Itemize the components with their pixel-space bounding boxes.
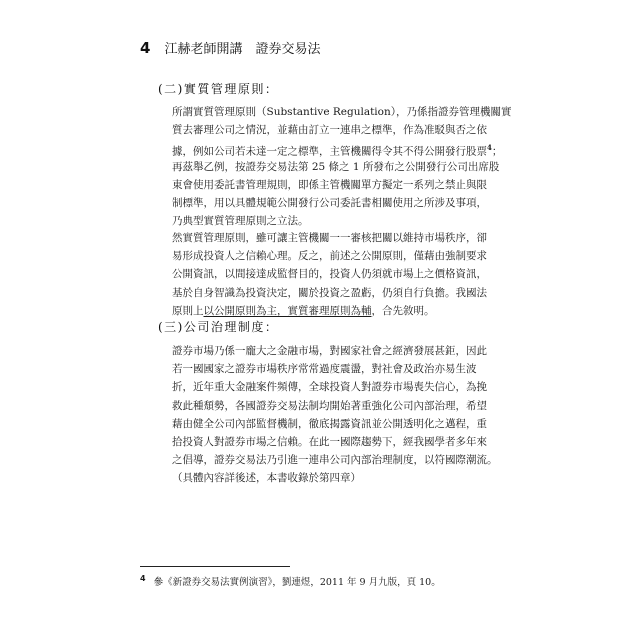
text-line: 藉由健全公司內部監督機制，徹底揭露資訊並公開透明化之邁程，重 — [172, 417, 487, 430]
text-line: 拾投資人對證券市場之信賴。在此一國際趨勢下，經我國學者多年來 — [172, 435, 487, 448]
paragraph-substantive-1 — [172, 103, 512, 230]
text-line: 證券市場乃係一龐大之金融市場，對國家社會之經濟發展甚鉅，因此 — [172, 345, 487, 357]
text-line: 東會使用委託書管理規則，即係主管機關單方擬定一系列之禁止與限 — [172, 178, 487, 191]
text-line: 質去審理公司之情況，並藉由訂立一連串之標準，作為准駁與否之依 — [172, 124, 487, 137]
running-title: 江赫老師開講 證券交易法 — [164, 42, 321, 57]
text-line: 救此種頹勢，各國證券交易法制均開始著重強化公司內部治理，希望 — [172, 399, 487, 412]
footnote-text: 參《新證券交易法實例演習》，劉連煜，2011 年 9 月九版，頁 10。 — [153, 577, 441, 589]
page-number: 4 — [140, 39, 151, 57]
text-line: 易形成投資人之信賴心理。反之，前述之公開原則，僅藉由強制要求 — [172, 250, 487, 263]
footnote-reference: 4 — [487, 143, 492, 153]
text-line: 制標準，用以具體規範公開發行公司委託書相關使用之所涉及事項， — [172, 196, 487, 209]
text-line: 然實質管理原則，雖可讓主管機關一一審核把關以維持市場秩序，卻 — [172, 232, 487, 244]
section-heading-substantive: (二)實質管理原則： — [158, 82, 279, 96]
paragraph-governance — [172, 342, 500, 488]
text-line-content: 據，例如公司若未達一定之標準，主管機關得令其不得公開發行股票 — [172, 145, 487, 158]
footnote-divider — [140, 566, 290, 567]
text-line: 公開資訊，以間接達成監督目的，投資人仍須就市場上之價格資訊， — [172, 268, 487, 281]
text-line: 乃典型實質管理原則之立法。 — [172, 215, 309, 228]
text-line: 原則上以公開原則為主，實質審理原則為輔，合先敘明。 — [172, 304, 435, 317]
underlined-principle: 以公開原則為主，實質審理原則為輔 — [203, 304, 372, 317]
text-line: 折，近年重大金融案件頻傳，全球投資人對證券市場喪失信心，為挽 — [172, 381, 487, 394]
text-line: 基於自身智識為投資決定，關於投資之盈虧，仍須自行負擔。我國法 — [172, 286, 487, 299]
running-header — [140, 38, 540, 58]
paragraph-substantive-2 — [172, 229, 500, 320]
footnote — [140, 572, 500, 590]
section-heading-governance: (三)公司治理制度： — [158, 320, 279, 334]
text-line: （具體內容詳後述，本書收錄於第四章） — [172, 472, 361, 485]
text-line: 據，例如公司若未達一定之標準，主管機關得令其不得公開發行股票$^4$； — [172, 143, 503, 158]
footnote-number: 4 — [140, 574, 146, 583]
text-line: 若一國國家之證券市場秩序常常過度震盪，對社會及政治亦易生波 — [172, 363, 477, 376]
text-line: 再茲舉乙例，按證券交易法第 25 條之 1 所發布之公開發行公司出席股 — [172, 160, 500, 173]
text-line: 之倡導，證券交易法乃引進一連串公司內部治理制度，以符國際潮流。 — [172, 454, 498, 467]
text-line: 所謂實質管理原則（Substantive Regulation），乃係指證券管理機關實 — [172, 106, 512, 118]
